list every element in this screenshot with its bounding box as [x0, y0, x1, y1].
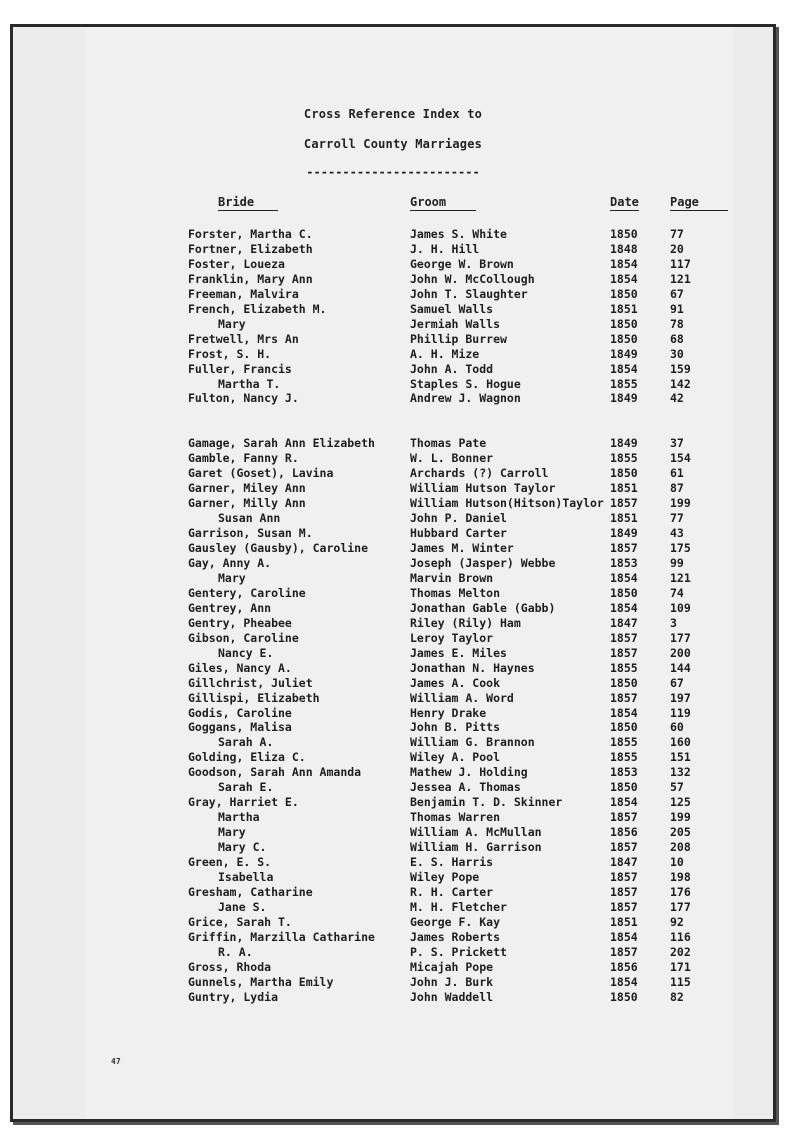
groom-cell: James S. White — [410, 227, 507, 241]
bride-cell: Goggans, Malisa — [188, 720, 292, 735]
page-cell: 20 — [670, 241, 684, 256]
groom-cell: John A. Todd — [410, 361, 494, 376]
bride-cell: Freeman, Malvira — [188, 286, 299, 301]
page-cell: 132 — [670, 765, 691, 780]
groom-cell: William Hutson Taylor — [410, 481, 556, 496]
bride-cell: Gillchrist, Juliet — [188, 675, 313, 690]
groom-cell: James M. Winter — [410, 541, 514, 556]
groom-cell: Hubbard Carter — [410, 526, 507, 541]
date-cell: 1850 — [610, 286, 638, 301]
table-row — [13, 930, 773, 945]
date-cell: 1856 — [610, 825, 638, 840]
bride-cell: Gentrey, Ann — [188, 600, 272, 615]
bride-cell: Martha — [218, 810, 260, 825]
date-cell: 1855 — [610, 376, 638, 391]
page-cell: 82 — [670, 989, 684, 1004]
bride-cell: Garner, Miley Ann — [188, 481, 306, 496]
date-cell: 1850 — [610, 780, 638, 795]
table-row — [13, 825, 773, 840]
page-subtitle: Carroll County Marriages — [303, 137, 483, 151]
page-cell: 37 — [670, 436, 684, 451]
bride-cell: Mary — [218, 570, 246, 585]
date-cell: 1854 — [610, 256, 638, 271]
bride-cell: Nancy E. — [218, 645, 274, 660]
date-cell: 1857 — [610, 840, 638, 855]
bride-cell: Mary — [218, 825, 246, 840]
page-cell: 77 — [670, 227, 684, 241]
bride-cell: Gentery, Caroline — [188, 585, 306, 600]
table-row — [13, 481, 773, 496]
groom-cell: John W. McCollough — [410, 271, 535, 286]
groom-cell: M. H. Fletcher — [410, 899, 507, 914]
page-cell: 199 — [670, 810, 691, 825]
groom-cell: Jermiah Walls — [410, 316, 501, 331]
groom-cell: Joseph (Jasper) Webbe — [410, 556, 556, 570]
date-cell: 1851 — [610, 511, 638, 526]
bride-cell: Gamble, Fanny R. — [188, 451, 299, 466]
table-row — [13, 691, 773, 706]
page-cell: 42 — [670, 391, 684, 406]
groom-cell: J. H. Hill — [410, 241, 480, 256]
date-cell: 1849 — [610, 391, 638, 406]
table-row — [13, 661, 773, 676]
table-row — [13, 496, 773, 511]
date-cell: 1857 — [610, 810, 638, 825]
bride-cell: Martha T. — [218, 376, 281, 391]
page-cell: 61 — [670, 466, 684, 481]
groom-cell: Marvin Brown — [410, 570, 494, 585]
date-cell: 1851 — [610, 481, 638, 496]
date-cell: 1854 — [610, 570, 638, 585]
page-cell: 68 — [670, 331, 684, 346]
table-row — [13, 855, 773, 870]
bride-cell: Gausley (Gausby), Caroline — [188, 541, 369, 556]
groom-cell: Thomas Warren — [410, 810, 501, 825]
bride-cell: Gross, Rhoda — [188, 959, 272, 974]
date-cell: 1850 — [610, 585, 638, 600]
groom-cell: John B. Pitts — [410, 720, 501, 735]
table-row — [13, 765, 773, 780]
bride-cell: Franklin, Mary Ann — [188, 271, 313, 286]
table-row — [13, 526, 773, 541]
bride-cell: Susan Ann — [218, 511, 281, 526]
page-cell: 208 — [670, 840, 691, 855]
groom-cell: William Hutson(Hitson)Taylor — [410, 496, 604, 511]
page-cell: 177 — [670, 899, 691, 914]
page-cell: 91 — [670, 301, 684, 316]
page-cell: 197 — [670, 690, 691, 705]
date-cell: 1851 — [610, 914, 638, 929]
groom-cell: Staples S. Hogue — [410, 376, 521, 391]
table-row — [13, 541, 773, 556]
bride-cell: Garrison, Susan M. — [188, 526, 313, 541]
page-cell: 67 — [670, 675, 684, 690]
bride-cell: Giles, Nancy A. — [188, 660, 292, 675]
groom-cell: Jonathan Gable (Gabb) — [410, 600, 556, 615]
groom-cell: John Waddell — [410, 989, 494, 1004]
table-row — [13, 795, 773, 810]
page-cell: 205 — [670, 825, 691, 840]
groom-cell: Micajah Pope — [410, 959, 494, 974]
separator-line: ------------------------ — [306, 165, 480, 179]
page-cell: 116 — [670, 929, 691, 944]
date-cell: 1850 — [610, 675, 638, 690]
table-row — [13, 242, 773, 257]
page-cell: 142 — [670, 376, 691, 391]
bride-cell: Jane S. — [218, 899, 267, 914]
page-cell: 121 — [670, 271, 691, 286]
date-cell: 1847 — [610, 855, 638, 869]
groom-cell: Jessea A. Thomas — [410, 780, 521, 795]
date-cell: 1847 — [610, 615, 638, 630]
table-row — [13, 616, 773, 631]
table-row — [13, 391, 773, 406]
page-cell: 125 — [670, 795, 691, 810]
date-cell: 1855 — [610, 735, 638, 750]
bride-cell: Gay, Anny A. — [188, 556, 272, 570]
date-cell: 1849 — [610, 346, 638, 361]
bride-cell: Garner, Milly Ann — [188, 496, 306, 511]
table-row — [13, 586, 773, 601]
page-cell: 43 — [670, 526, 684, 541]
groom-cell: James Roberts — [410, 929, 501, 944]
bride-cell: Sarah E. — [218, 780, 274, 795]
bride-cell: Fulton, Nancy J. — [188, 391, 299, 406]
page-cell: 159 — [670, 361, 691, 376]
groom-cell: E. S. Harris — [410, 855, 494, 869]
table-row — [13, 915, 773, 930]
table-row — [13, 631, 773, 646]
date-cell: 1851 — [610, 301, 638, 316]
page-cell: 151 — [670, 750, 691, 765]
date-cell: 1857 — [610, 541, 638, 556]
date-cell: 1857 — [610, 869, 638, 884]
table-row — [13, 945, 773, 960]
column-header-date: Date — [610, 195, 639, 209]
bride-cell: Goodson, Sarah Ann Amanda — [188, 765, 362, 780]
groom-cell: James E. Miles — [410, 645, 507, 660]
groom-cell: W. L. Bonner — [410, 451, 494, 466]
groom-cell: William A. Word — [410, 690, 514, 705]
bride-cell: Mary — [218, 316, 246, 331]
date-cell: 1857 — [610, 690, 638, 705]
date-cell: 1850 — [610, 316, 638, 331]
groom-cell: Wiley Pope — [410, 869, 480, 884]
page-cell: 30 — [670, 346, 684, 361]
date-cell: 1857 — [610, 630, 638, 645]
bride-cell: Forster, Martha C. — [188, 227, 313, 241]
bride-cell: Foster, Loueza — [188, 256, 285, 271]
page-cell: 177 — [670, 630, 691, 645]
page-cell: 117 — [670, 256, 691, 271]
page-cell: 175 — [670, 541, 691, 556]
table-row — [13, 451, 773, 466]
page-cell: 3 — [670, 615, 677, 630]
date-cell: 1849 — [610, 436, 638, 451]
date-cell: 1850 — [610, 989, 638, 1004]
bride-cell: Fortner, Elizabeth — [188, 241, 313, 256]
table-row — [13, 885, 773, 900]
date-cell: 1850 — [610, 720, 638, 735]
date-cell: 1848 — [610, 241, 638, 256]
table-row — [13, 735, 773, 750]
groom-cell: A. H. Mize — [410, 346, 480, 361]
date-cell: 1853 — [610, 765, 638, 780]
table-row — [13, 750, 773, 765]
date-cell: 1854 — [610, 600, 638, 615]
groom-cell: Riley (Rily) Ham — [410, 615, 521, 630]
bride-cell: Gresham, Catharine — [188, 884, 313, 899]
date-cell: 1850 — [610, 227, 638, 241]
table-row — [13, 571, 773, 586]
table-row — [13, 287, 773, 302]
groom-cell: George F. Kay — [410, 914, 501, 929]
groom-cell: William A. McMullan — [410, 825, 542, 840]
document-page — [10, 24, 776, 1122]
page-cell: 10 — [670, 855, 684, 869]
groom-cell: Benjamin T. D. Skinner — [410, 795, 563, 810]
groom-cell: Andrew J. Wagnon — [410, 391, 521, 406]
bride-cell: Gamage, Sarah Ann Elizabeth — [188, 436, 375, 451]
page-cell: 119 — [670, 705, 691, 720]
date-cell: 1854 — [610, 271, 638, 286]
groom-cell: Henry Drake — [410, 705, 487, 720]
date-cell: 1857 — [610, 884, 638, 899]
table-row — [13, 362, 773, 377]
page-cell: 67 — [670, 286, 684, 301]
page-cell: 202 — [670, 944, 691, 959]
bride-cell: Gunnels, Martha Emily — [188, 974, 334, 989]
page-cell: 77 — [670, 511, 684, 526]
column-header-groom: Groom — [410, 195, 476, 211]
bride-cell: Golding, Eliza C. — [188, 750, 306, 765]
groom-cell: John J. Burk — [410, 974, 494, 989]
groom-cell: Wiley A. Pool — [410, 750, 501, 765]
table-row — [13, 720, 773, 735]
table-row — [13, 990, 773, 1005]
page-title: Cross Reference Index to — [303, 107, 483, 121]
page-cell: 87 — [670, 481, 684, 496]
table-row — [13, 227, 773, 242]
date-cell: 1850 — [610, 331, 638, 346]
date-cell: 1853 — [610, 556, 638, 570]
bride-cell: Sarah A. — [218, 735, 274, 750]
bride-cell: Guntry, Lydia — [188, 989, 279, 1004]
bride-cell: Gray, Harriet E. — [188, 795, 299, 810]
table-row — [13, 870, 773, 885]
bride-cell: Garet (Goset), Lavina — [188, 466, 334, 481]
page-cell: 171 — [670, 959, 691, 974]
bride-cell: Gibson, Caroline — [188, 630, 299, 645]
page-cell: 99 — [670, 556, 684, 570]
page-cell: 78 — [670, 316, 684, 331]
page-cell: 92 — [670, 914, 684, 929]
date-cell: 1857 — [610, 944, 638, 959]
date-cell: 1854 — [610, 705, 638, 720]
table-row — [13, 317, 773, 332]
table-row — [13, 646, 773, 661]
groom-cell: Leroy Taylor — [410, 630, 494, 645]
groom-cell: R. H. Carter — [410, 884, 494, 899]
date-cell: 1849 — [610, 526, 638, 541]
page-cell: 199 — [670, 496, 691, 511]
groom-cell: William G. Brannon — [410, 735, 535, 750]
bride-cell: R. A. — [218, 944, 253, 959]
table-row — [13, 436, 773, 451]
table-row — [13, 676, 773, 691]
date-cell: 1854 — [610, 795, 638, 810]
page-cell: 109 — [670, 600, 691, 615]
bride-cell: Gillispi, Elizabeth — [188, 690, 320, 705]
groom-cell: George W. Brown — [410, 256, 514, 271]
date-cell: 1855 — [610, 660, 638, 675]
date-cell: 1854 — [610, 929, 638, 944]
date-cell: 1857 — [610, 645, 638, 660]
groom-cell: Samuel Walls — [410, 301, 494, 316]
bride-cell: Grice, Sarah T. — [188, 914, 292, 929]
groom-cell: P. S. Prickett — [410, 944, 507, 959]
bride-cell: Godis, Caroline — [188, 705, 292, 720]
date-cell: 1854 — [610, 974, 638, 989]
table-row — [13, 332, 773, 347]
bride-cell: Isabella — [218, 869, 274, 884]
page-cell: 57 — [670, 780, 684, 795]
table-row — [13, 466, 773, 481]
groom-cell: Phillip Burrew — [410, 331, 507, 346]
groom-cell: Thomas Pate — [410, 436, 487, 451]
bride-cell: Frost, S. H. — [188, 346, 272, 361]
table-row — [13, 780, 773, 795]
column-header-page: Page — [670, 195, 728, 211]
groom-cell: Mathew J. Holding — [410, 765, 528, 780]
bride-cell: Gentry, Pheabee — [188, 615, 292, 630]
groom-cell: John T. Slaughter — [410, 286, 528, 301]
bride-cell: Green, E. S. — [188, 855, 272, 869]
bride-cell: French, Elizabeth M. — [188, 301, 327, 316]
page-number: 47 — [111, 1057, 121, 1066]
table-row — [13, 556, 773, 571]
page-cell: 121 — [670, 570, 691, 585]
page-cell: 144 — [670, 660, 691, 675]
table-row — [13, 272, 773, 287]
table-row — [13, 975, 773, 990]
page-cell: 198 — [670, 869, 691, 884]
groom-cell: Thomas Melton — [410, 585, 501, 600]
page-cell: 200 — [670, 645, 691, 660]
page-cell: 176 — [670, 884, 691, 899]
table-row — [13, 302, 773, 317]
bride-cell: Mary C. — [218, 840, 267, 855]
column-header-bride: Bride — [218, 195, 278, 211]
date-cell: 1855 — [610, 451, 638, 466]
bride-cell: Fretwell, Mrs An — [188, 331, 299, 346]
date-cell: 1855 — [610, 750, 638, 765]
page-cell: 115 — [670, 974, 691, 989]
page-cell: 160 — [670, 735, 691, 750]
table-row — [13, 377, 773, 392]
table-row — [13, 347, 773, 362]
table-row — [13, 900, 773, 915]
date-cell: 1857 — [610, 496, 638, 511]
table-row — [13, 810, 773, 825]
page-cell: 60 — [670, 720, 684, 735]
bride-cell: Griffin, Marzilla Catharine — [188, 929, 375, 944]
date-cell: 1856 — [610, 959, 638, 974]
date-cell: 1854 — [610, 361, 638, 376]
date-cell: 1850 — [610, 466, 638, 481]
groom-cell: James A. Cook — [410, 675, 501, 690]
groom-cell: Jonathan N. Haynes — [410, 660, 535, 675]
table-row — [13, 511, 773, 526]
date-cell: 1857 — [610, 899, 638, 914]
table-row — [13, 601, 773, 616]
table-row — [13, 706, 773, 721]
table-row — [13, 840, 773, 855]
groom-cell: John P. Daniel — [410, 511, 507, 526]
page-cell: 154 — [670, 451, 691, 466]
groom-cell: William H. Garrison — [410, 840, 542, 855]
groom-cell: Archards (?) Carroll — [410, 466, 549, 481]
table-row — [13, 257, 773, 272]
table-row — [13, 960, 773, 975]
page-cell: 74 — [670, 585, 684, 600]
bride-cell: Fuller, Francis — [188, 361, 292, 376]
